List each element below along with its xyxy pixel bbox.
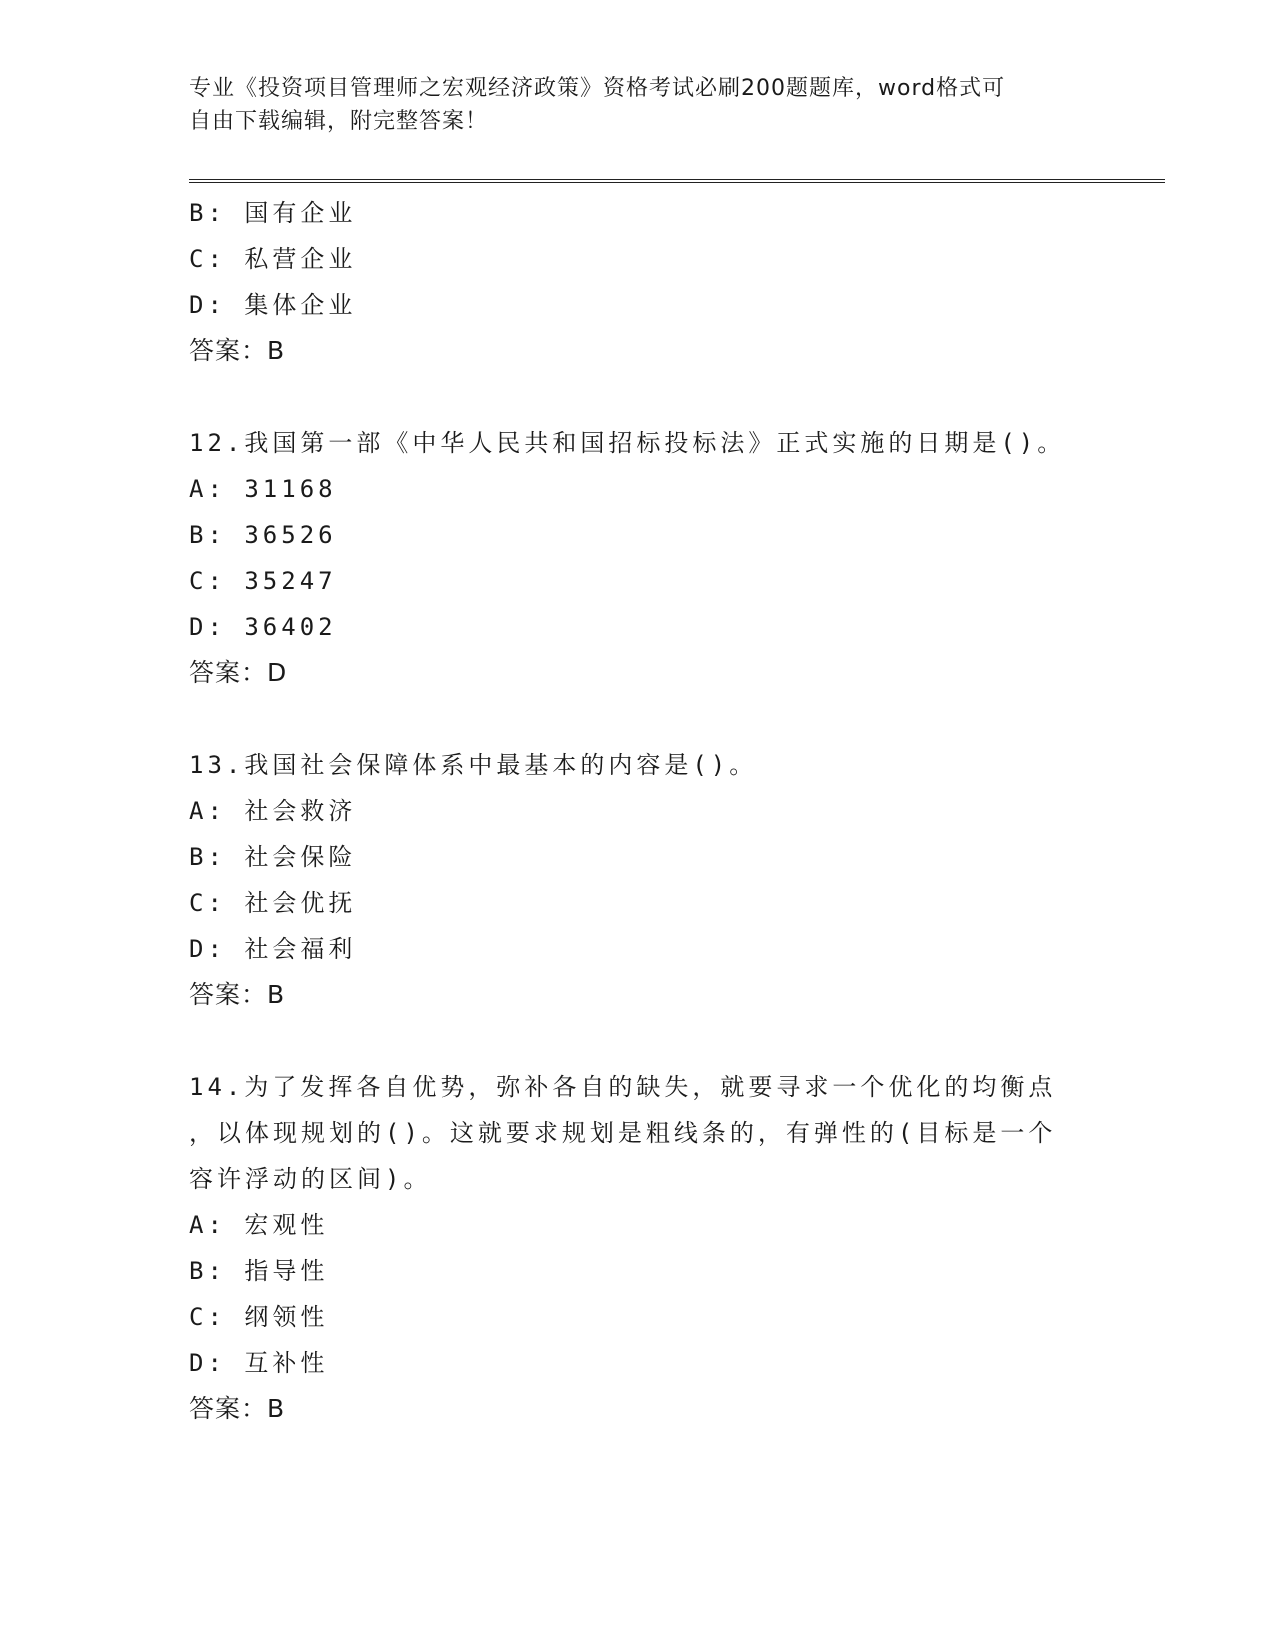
question-13 [189, 742, 1089, 1018]
option-d: D: 集体企业 [189, 291, 357, 319]
option-c: C: 纲领性 [189, 1303, 329, 1331]
question-text [189, 420, 1089, 466]
answer: 答案：B [189, 1394, 286, 1423]
option-b: B: 国有企业 [189, 199, 357, 227]
question-text-line: 14.为了发挥各自优势，弥补各自的缺失，就要寻求一个优化的均衡点 [189, 1073, 1057, 1101]
prev-question-options [189, 190, 1089, 374]
answer: 答案：B [189, 336, 286, 365]
question-text-line: 容许浮动的区间)。 [189, 1165, 432, 1193]
answer: 答案：B [189, 980, 286, 1009]
question-14 [189, 1064, 1089, 1432]
question-text [189, 742, 1089, 788]
option-d: D: 36402 [189, 613, 337, 641]
question-text [189, 1064, 1089, 1202]
option-c: C: 私营企业 [189, 245, 357, 273]
option-a: A: 31168 [189, 475, 337, 503]
option-b: B: 36526 [189, 521, 337, 549]
question-text-line: 13.我国社会保障体系中最基本的内容是()。 [189, 751, 758, 779]
option-d: D: 社会福利 [189, 935, 357, 963]
option-a: A: 宏观性 [189, 1211, 329, 1239]
option-b: B: 社会保险 [189, 843, 357, 871]
header-divider [189, 179, 1165, 183]
question-text-line: ，以体现规划的()。这就要求规划是粗线条的，有弹性的(目标是一个 [189, 1119, 1057, 1147]
question-content [189, 190, 1089, 1432]
header-line-1: 专业《投资项目管理师之宏观经济政策》资格考试必刷200题题库，word格式可 [189, 76, 1006, 101]
option-c: C: 社会优抚 [189, 889, 357, 917]
question-text-line: 12.我国第一部《中华人民共和国招标投标法》正式实施的日期是()。 [189, 429, 1066, 457]
option-c: C: 35247 [189, 567, 337, 595]
option-a: A: 社会救济 [189, 797, 357, 825]
page-header [189, 72, 1089, 138]
answer: 答案：D [189, 658, 288, 687]
option-b: B: 指导性 [189, 1257, 329, 1285]
question-12 [189, 420, 1089, 696]
header-line-2: 自由下载编辑，附完整答案！ [189, 109, 489, 134]
option-d: D: 互补性 [189, 1349, 329, 1377]
